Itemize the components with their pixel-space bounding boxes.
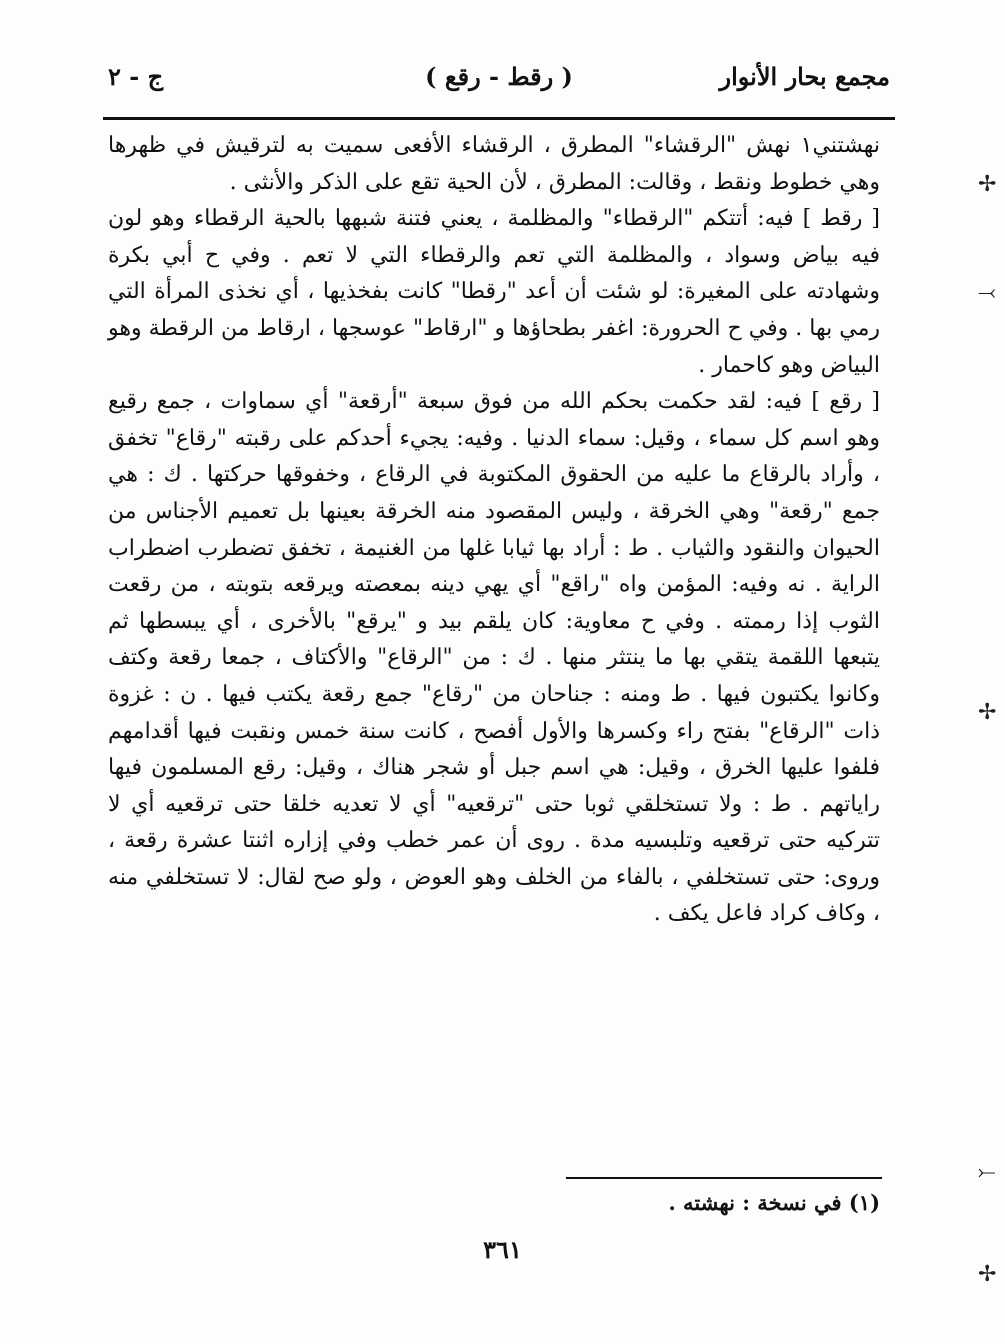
footnote-rule bbox=[566, 1177, 882, 1179]
margin-mark: ✢ bbox=[978, 1262, 997, 1287]
footnote: (١) في نسخة : نهشته . bbox=[668, 1190, 880, 1215]
margin-mark: ⤙ bbox=[978, 280, 996, 305]
margin-mark: ✢ bbox=[978, 172, 997, 197]
margin-mark: ✢ bbox=[978, 700, 997, 725]
paragraph-raqt: [ رقط ] فيه: أتتكم "الرقطاء" والمظلمة ، يعني فتنة شبهها بالحية الرقطاء وهو لون فيه بياض وسواد ، والمظلمة التي تعم والرقطاء التي لا تعم . وفي ح أبي بكرة وشهادته على المغيرة: لو شئت أن أعد "رقطا" كانت بفخذيها ، أي نخذى المرأة التي رمي بها . وفي ح الحرورة: اغفر بطحاؤها و "ارقاط" عوسجها ، ارقاط من الرقطة وهو البياض وهو كاحمار . bbox=[108, 206, 880, 378]
page-number: ٣٦١ bbox=[483, 1235, 522, 1264]
header-rule bbox=[103, 117, 895, 120]
volume-number: ج - ٢ bbox=[108, 62, 164, 91]
running-header bbox=[108, 62, 890, 102]
paragraph-raqsha: نهشتني١ نهش "الرقشاء" المطرق ، الرقشاء الأفعى سميت به لترقيش في ظهرها وهي خطوط ونقط ، وقالت: المطرق ، لأن الحية تقع على الذكر والأنثى . bbox=[108, 133, 880, 195]
book-title: مجمع بحار الأنوار bbox=[719, 62, 890, 91]
paragraph-raqa: [ رقع ] فيه: لقد حكمت بحكم الله من فوق سبعة "أرقعة" أي سماوات ، جمع رقيع وهو اسم كل سماء ، وقيل: سماء الدنيا . وفيه: يجيء أحدكم على رقبته "رقاع" تخفق ، وأراد بالرقاع ما عليه من الحقوق المكتوبة في الرقاع ، وخفوقها حركتها . ك : هي جمع "رقعة" وهي الخرقة ، وليس المقصود منه الخرقة بعينها بل تعميم الأجناس من الحيوان والنقود والثياب . ط : أراد بها ثيابا غلها من الغنيمة ، تخفق تضطرب اضطراب الراية . نه وفيه: المؤمن واه "راقع" أي يهي دينه بمعصته ويرقعه بتوبته ، من رقعت الثوب إذا رممته . وفي ح معاوية: كان يلقم بيد و "يرقع" بالأخرى ، أي يبسطها ثم يتبعها اللقمة يتقي بها ما ينتثر منها . ك : من "الرقاع" والأكتاف ، جمعا رقعة وكتف وكانوا يكتبون فيها . ط ومنه : جناحان من "رقاع" جمع رقعة يكتب فيها . ن : غزوة ذات "الرقاع" بفتح راء وكسرها والأول أفصح ، كانت سنة خمس ونقبت فيها أقدامهم فلفوا عليها الخرق ، وقيل: هي اسم جبل أو شجر هناك ، وقيل: رقع المسلمون فيها راياتهم . ط : ولا تستخلقي ثوبا حتى "ترقعيه" أي لا تعديه خلقا حتى ترقعيه أي لا تتركيه حتى ترقعيه وتلبسيه مدة . روى أن عمر خطب وفي إزاره اثنتا عشرة رقعة ، وروى: حتى تستخلفي ، بالفاء من الخلف وهو العوض ، ولو صح لقال: لا تستخلفي منه ، وكاف كراد فاعل يكف . bbox=[108, 389, 880, 927]
margin-mark: ⤚ bbox=[978, 1160, 996, 1185]
main-text bbox=[108, 128, 880, 933]
entry-range: ( رقط - رقع ) bbox=[425, 62, 573, 91]
